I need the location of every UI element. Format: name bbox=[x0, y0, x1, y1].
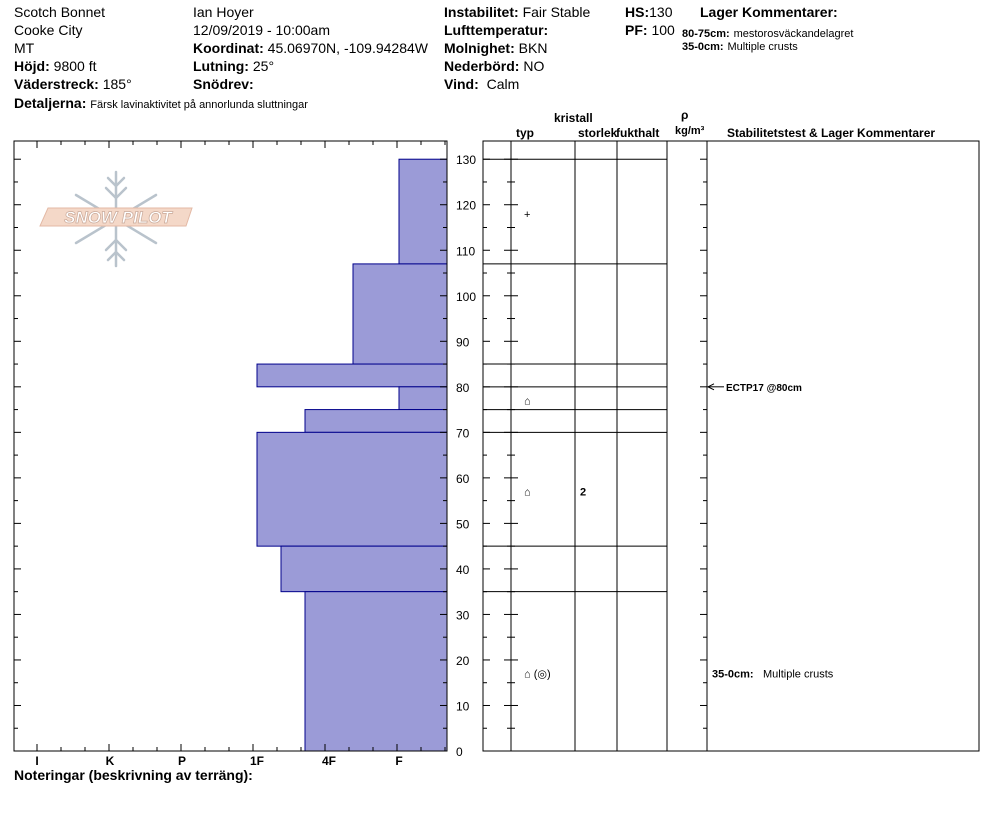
layer-comment-range: 80-75cm: bbox=[682, 28, 730, 40]
pf-label: PF: bbox=[625, 22, 648, 38]
x-tick-label: P bbox=[177, 754, 187, 768]
crystal-type: ⌂ (◎) bbox=[524, 668, 551, 681]
y-tick-label: 130 bbox=[456, 153, 477, 168]
slope-label: Lutning: bbox=[193, 58, 249, 74]
air-temp-label: Lufttemperatur: bbox=[444, 22, 549, 38]
notes-label: Noteringar (beskrivning av terräng): bbox=[14, 767, 253, 783]
state: MT bbox=[14, 40, 35, 56]
y-tick-label: 20 bbox=[456, 653, 470, 668]
col-density-unit: kg/m³ bbox=[675, 125, 705, 137]
wind-value: Calm bbox=[486, 76, 520, 92]
layer-comment-text: Multiple crusts bbox=[727, 41, 798, 53]
x-tick-label: 1F bbox=[249, 754, 265, 768]
y-tick-label: 80 bbox=[456, 380, 470, 395]
wind-label: Vind: bbox=[444, 76, 479, 92]
hardness-bar bbox=[305, 592, 447, 751]
details-label: Detaljerna: bbox=[14, 95, 87, 111]
col-rho: ρ bbox=[681, 108, 689, 122]
table-columns bbox=[511, 141, 707, 751]
stability-label: Instabilitet: bbox=[444, 4, 519, 20]
layer-annotation-range: 35-0cm: bbox=[712, 668, 754, 681]
hardness-bar bbox=[281, 546, 447, 592]
details-value: Färsk lavinaktivitet på annorlunda sluttningar bbox=[90, 99, 308, 111]
elevation-label: Höjd: bbox=[14, 58, 50, 74]
wind-loading-label: Snödrev: bbox=[193, 76, 254, 92]
aspect-value: 185° bbox=[102, 76, 132, 92]
layer-comment-text: mestorosväckandelagret bbox=[733, 28, 854, 40]
location: Scotch Bonnet bbox=[14, 4, 106, 20]
sky-value: BKN bbox=[518, 40, 548, 56]
coord-value: 45.06970N, -109.94284W bbox=[267, 40, 428, 56]
hardness-bar bbox=[257, 432, 447, 546]
hs-label: HS: bbox=[625, 4, 650, 20]
hardness-bar bbox=[399, 159, 447, 264]
layer-annotation-text: Multiple crusts bbox=[763, 668, 834, 681]
y-tick-label: 90 bbox=[456, 335, 470, 350]
crystal-size: 2 bbox=[580, 486, 587, 499]
stability-test-label: ECTP17 @80cm bbox=[726, 382, 802, 394]
precip-label: Nederbörd: bbox=[444, 58, 520, 74]
hardness-bar bbox=[353, 264, 447, 364]
y-tick-label: 110 bbox=[456, 244, 476, 259]
coord-label: Koordinat: bbox=[193, 40, 264, 56]
y-tick-label: 0 bbox=[456, 745, 463, 759]
col-fukthalt: fukthalt bbox=[616, 126, 660, 140]
slope-value: 25° bbox=[252, 58, 275, 74]
hs-value: 130 bbox=[649, 4, 673, 20]
y-tick-label: 120 bbox=[456, 198, 477, 213]
observer: Ian Hoyer bbox=[193, 4, 254, 20]
crystal-type: + bbox=[524, 208, 531, 221]
stability-value: Fair Stable bbox=[522, 4, 591, 20]
y-tick-label: 70 bbox=[456, 426, 470, 441]
aspect-label: Väderstreck: bbox=[14, 76, 99, 92]
precip-value: NO bbox=[523, 58, 545, 74]
y-tick-label: 10 bbox=[456, 699, 470, 714]
y-tick-labels bbox=[456, 153, 476, 759]
x-tick-label: 4F bbox=[321, 754, 337, 768]
crystal-symbols bbox=[524, 209, 586, 681]
crystal-type: ⌂ bbox=[524, 486, 531, 499]
hardness-bar bbox=[257, 364, 447, 387]
y-tick-label: 50 bbox=[456, 517, 470, 532]
sky-label: Molnighet: bbox=[444, 40, 515, 56]
hardness-bar bbox=[399, 387, 447, 410]
hardness-bar bbox=[305, 410, 447, 433]
x-tick-label: F bbox=[395, 754, 403, 768]
range: Cooke City bbox=[14, 22, 83, 38]
y-tick-label: 60 bbox=[456, 471, 470, 486]
datetime: 12/09/2019 - 10:00am bbox=[193, 22, 330, 38]
y-tick-label: 30 bbox=[456, 608, 470, 623]
x-tick-label: I bbox=[35, 754, 39, 768]
y-tick-label: 100 bbox=[456, 289, 477, 304]
col-stability-comments: Stabilitetstest & Lager Kommentarer bbox=[727, 126, 936, 140]
layer-comments-title: Lager Kommentarer: bbox=[700, 4, 838, 20]
crystal-type: ⌂ bbox=[524, 395, 531, 408]
col-kristall: kristall bbox=[554, 111, 593, 125]
col-storlek: storlek bbox=[578, 126, 618, 140]
logo-text: SNOW PILOT bbox=[64, 208, 172, 227]
hardness-bars bbox=[257, 159, 447, 751]
x-tick-label: K bbox=[105, 754, 115, 768]
layer-table-frame bbox=[483, 141, 979, 751]
elevation-value: 9800 ft bbox=[53, 58, 97, 74]
pf-value: 100 bbox=[651, 22, 675, 38]
y-tick-label: 40 bbox=[456, 562, 470, 577]
layer-comment-range: 35-0cm: bbox=[682, 41, 724, 53]
x-tick-labels bbox=[35, 754, 402, 768]
col-typ: typ bbox=[516, 126, 534, 140]
stability-markers bbox=[708, 383, 834, 681]
